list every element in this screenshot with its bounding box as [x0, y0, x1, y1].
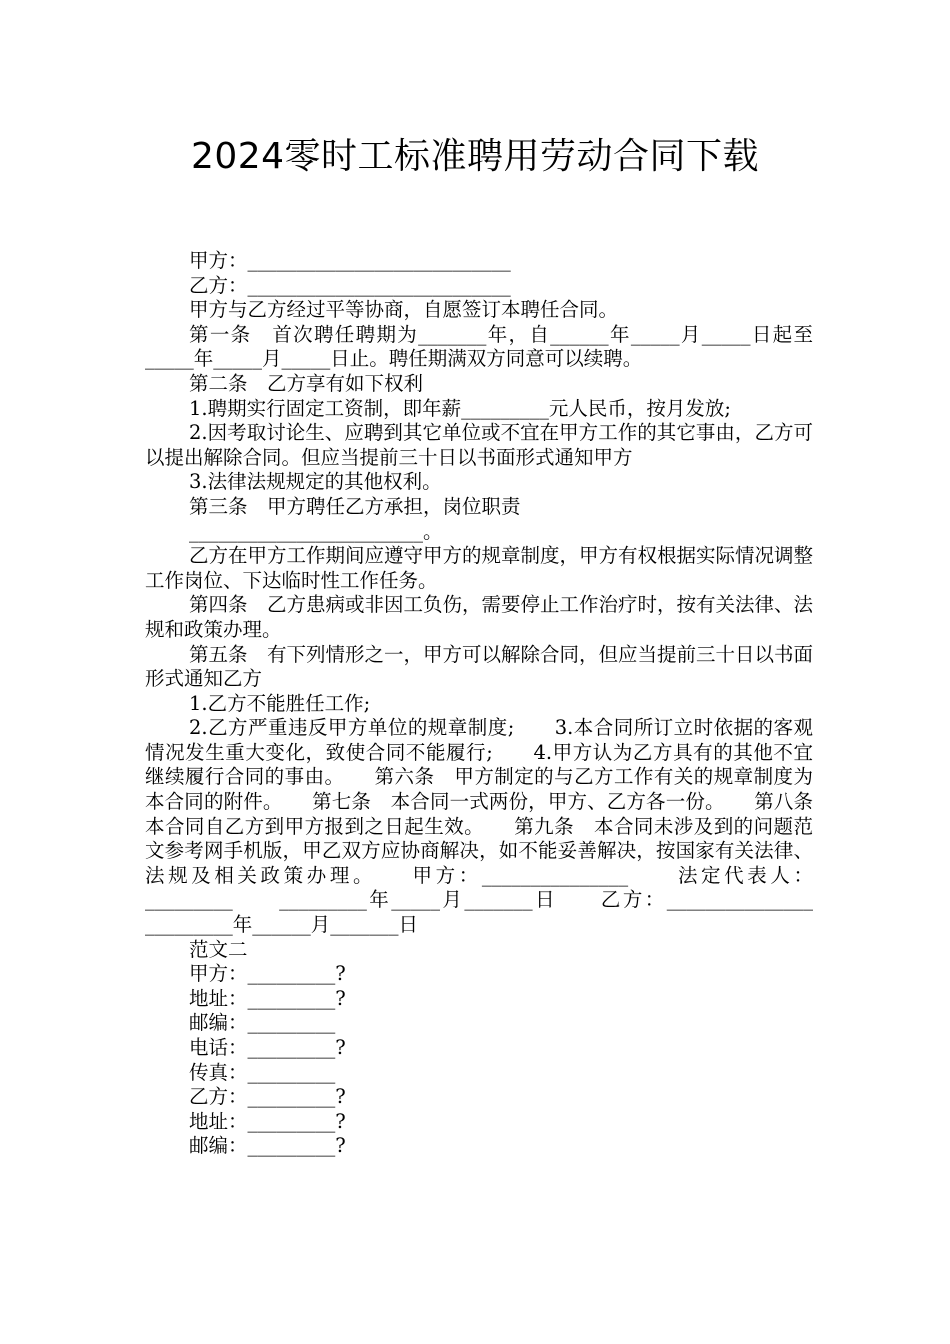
article-3-body: 乙方在甲方工作期间应遵守甲方的规章制度，甲方有权根据实际情况调整工作岗位、下达临时性工作任务。: [145, 544, 814, 592]
field-party-b: 乙方：_________?: [189, 1085, 346, 1109]
article-2-heading: 第二条 乙方享有如下权利: [189, 371, 424, 395]
article-5-rest-and-signatures: 2.乙方严重违反甲方单位的规章制度; 3.本合同所订立时依据的客观情况发生重大变化，致使合同不能履行; 4.甲方认为乙方具有的其他不宜继续履行合同的事由。 第六条 甲方制定的与乙方工作有关的规章制度为本合同的附件。 第七条 本合同一式两份，甲方、乙方各一份。 第八条 本合同自乙方到甲方报到之日起生效。 第九条 本合同未涉及到的问题范文参考网手机版，甲乙双方应协商解决，如不能妥善解决，按国家有关法律、法规及相关政策办理。 甲方：_______________ 法定代表人：_________ _________年_____月_______日 乙方：_______________ _________年______月_______日: [145, 716, 853, 937]
field-postcode-b: 邮编：_________?: [189, 1134, 346, 1158]
field-postcode-a: 邮编：_________: [189, 1011, 336, 1035]
article-5-item-1: 1.乙方不能胜任工作;: [189, 691, 371, 715]
party-a-line: 甲方：___________________________: [189, 249, 511, 272]
field-party-a: 甲方：_________?: [189, 962, 346, 986]
sample-two-heading: 范文二: [189, 937, 248, 961]
article-5-heading: 第五条 有下列情形之一，甲方可以解除合同，但应当提前三十日以书面形式通知乙方: [145, 642, 814, 691]
article-3-duty-blank: ________________________。: [189, 519, 443, 543]
field-address-a: 地址：_________?: [189, 986, 346, 1010]
party-b-line: 乙方：___________________________: [189, 273, 511, 297]
article-4: 第四条 乙方患病或非因工负伤，需要停止工作治疗时，按有关法律、法规和政策办理。: [145, 593, 814, 641]
article-2-item-2: 2.因考取讨论生、应聘到其它单位或不宜在甲方工作的其它事由，乙方可以提出解除合同。但应当提前三十日以书面形式通知甲方: [145, 421, 813, 469]
field-fax-a: 传真：_________: [189, 1060, 336, 1084]
preamble: 甲方与乙方经过平等协商，自愿签订本聘任合同。: [189, 298, 619, 322]
document-title: 2024零时工标准聘用劳动合同下载: [190, 136, 760, 177]
field-phone-a: 电话：_________?: [189, 1036, 346, 1059]
article-3-heading: 第三条 甲方聘任乙方承担，岗位职责: [189, 494, 521, 518]
article-1: 第一条 首次聘任聘期为_______年，自______年_____月_____日起至_____年_____月_____日止。聘任期满双方同意可以续聘。: [145, 322, 813, 371]
field-address-b: 地址：_________?: [189, 1109, 346, 1133]
document-body: [145, 249, 853, 1159]
article-2-item-3: 3.法律法规规定的其他权利。: [189, 470, 442, 494]
article-2-item-1: 1.聘期实行固定工资制，即年薪_________元人民币，按月发放;: [189, 396, 731, 420]
